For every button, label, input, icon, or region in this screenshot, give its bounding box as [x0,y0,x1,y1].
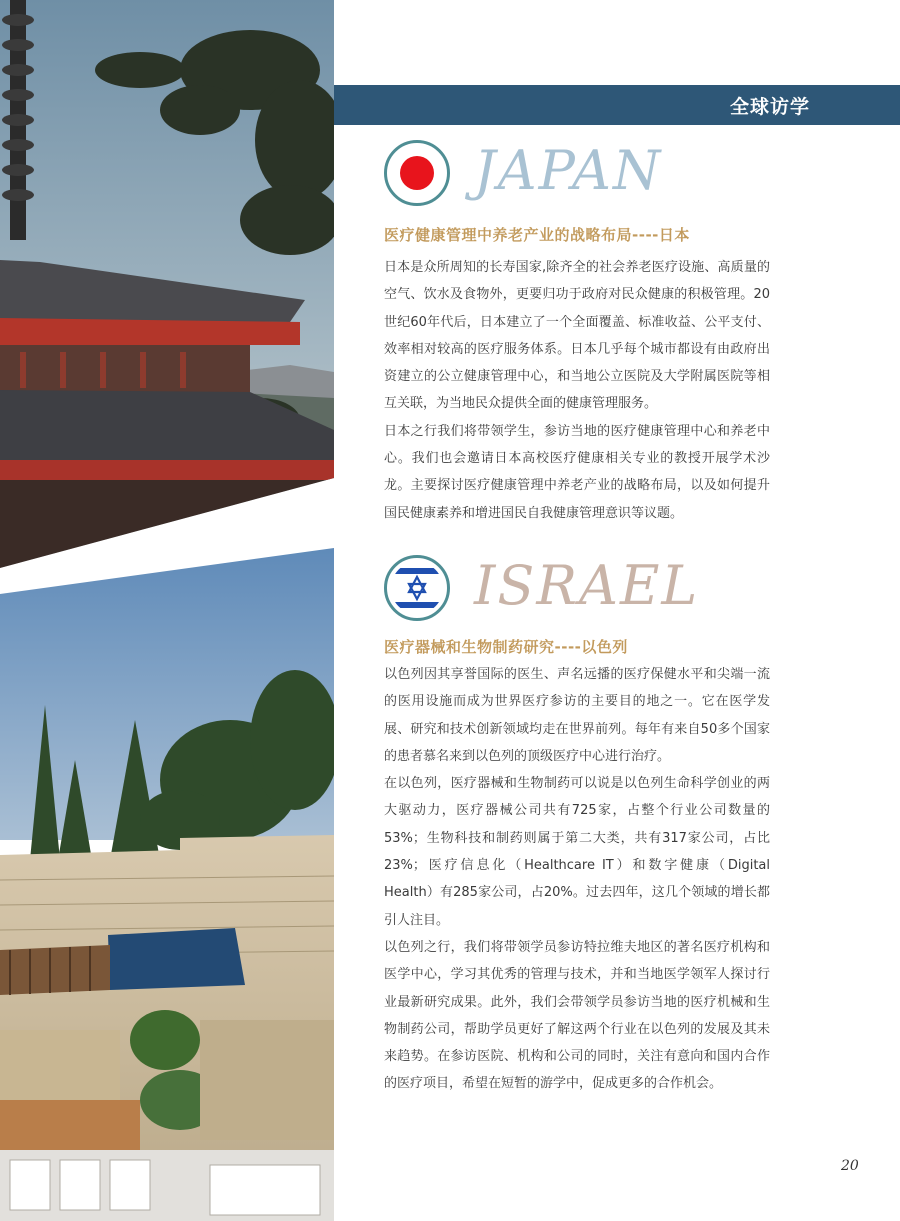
paragraph: 以色列之行，我们将带领学员参访特拉维夫地区的著名医疗机构和医学中心，学习其优秀的管理与技术，并和当地医学领军人探讨行业最新研究成果。此外，我们会带领学员参访当地的医疗机械和生物制药公司，帮助学员更好了解这两个行业在以色列的发展及其未来趋势。在参访医院、机构和公司的同时，关注有意向和国内合作的医疗项目，希望在短暂的游学中，促成更多的合作机会。 [384,939,770,1092]
section-title-japan: 医疗健康管理中养老产业的战略布局----日本 [384,226,690,244]
paragraph: 在以色列，医疗器械和生物制药可以说是以色列生命科学创业的两大驱动力，医疗器械公司共有725家，占整个行业公司数量的53%；生物科技和制药则属于第二大类，共有317家公司，占比23%；医疗信息化（Healthcare IT）和数字健康（Digital Health）有285家公司，占20%。过去四年，这几个领域的增长都引人注目。 [384,776,770,928]
western-wall-photo [0,540,334,1221]
paragraph: 日本是众所周知的长寿国家,除齐全的社会养老医疗设施、高质量的空气、饮水及食物外，更要归功于政府对民众健康的积极管理。20世纪60年代后，日本建立了一个全面覆盖、标准收益、公平支付、效率相对较高的医疗服务体系。日本几乎每个城市都设有由政府出资建立的公立健康管理中心，和当地公立医院及大学附属医院等相互关联，为当地民众提供全面的健康管理服务。 [384,260,770,412]
country-name-israel: ISRAEL [474,554,700,617]
photo-column [0,0,334,1221]
japan-flag-icon [391,147,443,199]
page-number: 20 [841,1158,859,1174]
header-band [334,85,900,125]
israel-heading [384,555,864,625]
paragraph: 日本之行我们将带领学生，参访当地的医疗健康管理中心和养老中心。我们也会邀请日本高校医疗健康相关专业的教授开展学术沙龙。主要探讨医疗健康管理中养老产业的战略布局，以及如何提升国民健康素养和增进国民自我健康管理意识等议题。 [384,423,770,521]
header-title: 全球访学 [729,96,810,118]
israel-flag-icon [391,562,443,614]
country-name-japan: JAPAN [474,139,663,202]
japan-body [384,254,770,527]
israel-body [384,661,770,1098]
israel-flag-badge [384,555,450,621]
photo-collage [0,0,334,1221]
paragraph: 以色列因其享誉国际的医生、声名远播的医疗保健水平和尖端一流的医用设施而成为世界医疗参访的主要目的地之一。它在医学发展、研究和技术创新领域均走在世界前列。每年有来自50多个国家的患者慕名来到以色列的顶级医疗中心进行治疗。 [384,667,770,764]
section-title-israel: 医疗器械和生物制药研究----以色列 [384,638,628,656]
pagoda-photo [0,0,334,580]
japan-heading [384,140,864,210]
japan-flag-badge [384,140,450,206]
